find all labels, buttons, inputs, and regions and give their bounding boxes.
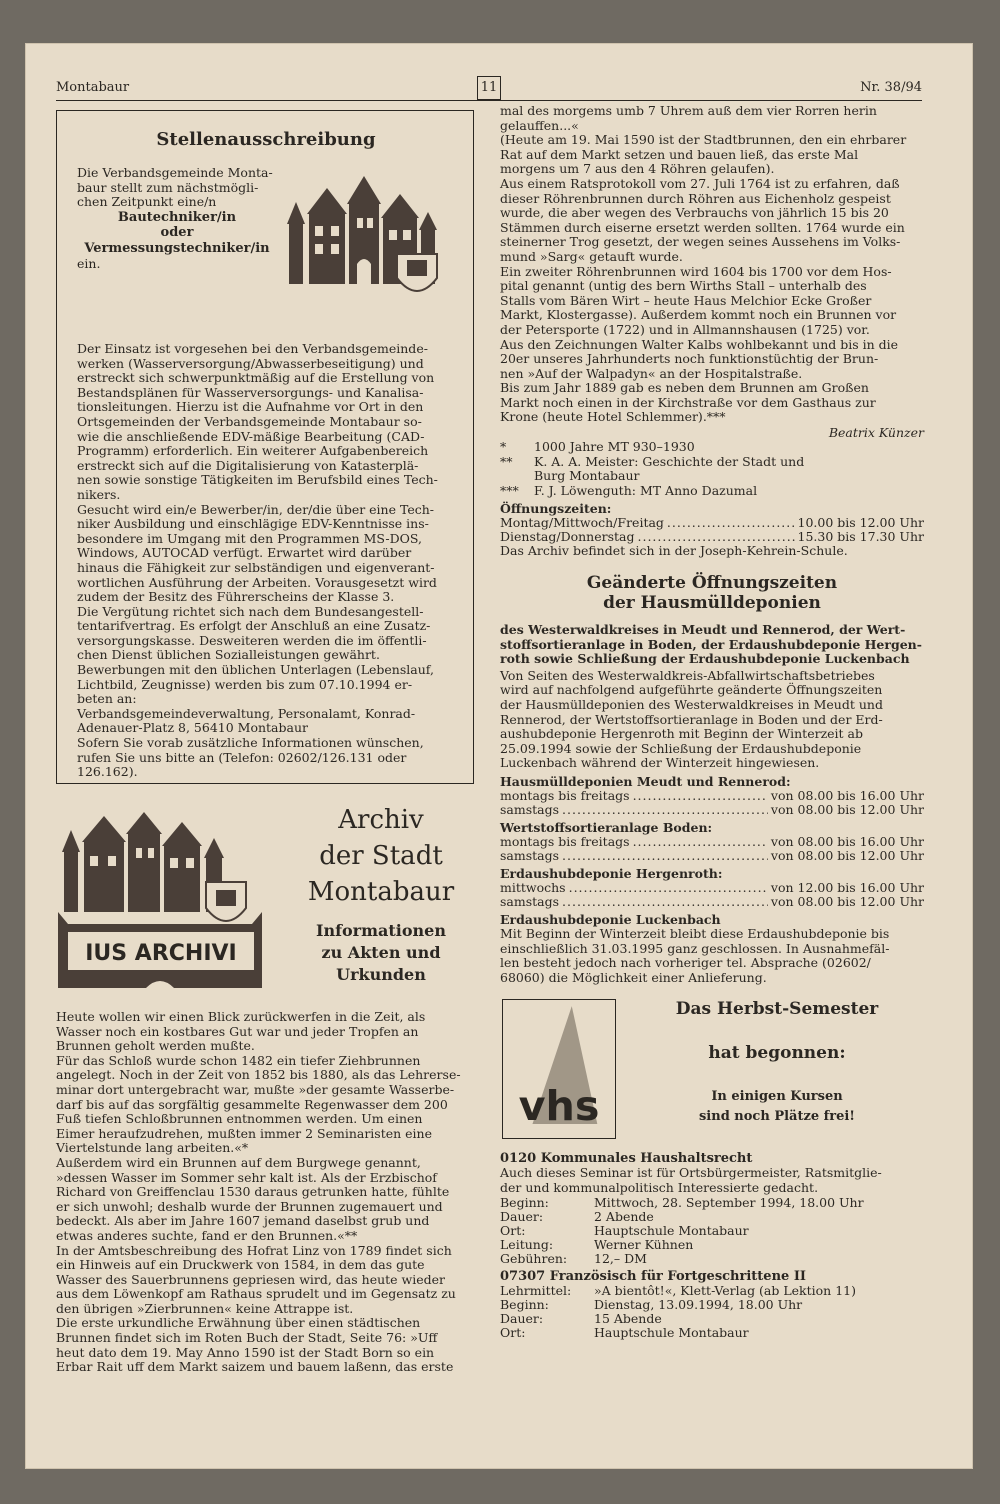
detail-value: 12,– DM: [594, 1251, 647, 1267]
deponie-title: [500, 573, 924, 613]
site-hours-row: [500, 789, 924, 803]
job-ad-intro-text: Die Verbandsgemeinde Monta- baur stellt zum nächstmögli- chen Zeitpunkt eine/n: [77, 165, 273, 210]
job-role-suffix: ein.: [77, 256, 101, 272]
vhs-subtitle: hat begonnen:: [708, 1043, 846, 1064]
site-name: Wertstoffsortieranlage Boden:: [500, 819, 713, 835]
luckenbach-text: Mit Beginn der Winterzeit bleibt diese Erdaushubdeponie bis einschließlich 31.03.1995 ganz geschlossen. In Ausnahmefäl- len besteht jedoch nach vorheriger tel. Absprache (02602/ 68060) die Möglichkeit einer Anlieferung.: [500, 925, 890, 985]
job-ad-title: Stellenausschreibung: [156, 129, 376, 150]
hours-time: von 12.00 bis 16.00 Uhr: [770, 879, 924, 895]
deponie-lead: des Westerwaldkreises in Meudt und Rennerod, der Wert- stoffsortieranlage in Boden, der Erdaushubdeponie Hergen- roth sowie Schließung der Erdaushubdeponie Luckenbach: [500, 622, 922, 667]
archive-title: [288, 802, 474, 910]
site-hours-row: [500, 849, 924, 863]
site-hours-row: [500, 835, 924, 849]
footnote-text: F. J. Löwenguth: MT Anno Dazumal: [534, 482, 758, 498]
left-column: [56, 110, 476, 1375]
detail-row: [500, 1284, 924, 1298]
coat-of-arms-icon: [397, 254, 437, 291]
archive-subtitle-line: Urkunden: [336, 965, 426, 984]
detail-value: Dienstag, 13.09.1994, 18.00 Uhr: [594, 1296, 803, 1312]
header-town: Montabaur: [56, 80, 130, 95]
deponie-title-line: der Hausmülldeponien: [603, 593, 821, 614]
detail-value: Werner Kühnen: [594, 1237, 694, 1253]
castle-illustration: [279, 174, 449, 304]
archive-title-line: Archiv: [338, 805, 424, 835]
deponie-title-line: Geänderte Öffnungszeiten: [586, 573, 838, 594]
hours-time: von 08.00 bis 12.00 Uhr: [770, 847, 924, 863]
footnote: [500, 484, 924, 499]
footnote: [500, 455, 924, 484]
article-author: Beatrix Künzer: [828, 425, 924, 441]
page-header: [56, 76, 922, 101]
hours-time: 15.30 bis 17.30 Uhr: [797, 529, 924, 545]
detail-value: Hauptschule Montabaur: [594, 1325, 749, 1341]
hours-day: Montag/Mittwoch/Freitag: [500, 515, 664, 531]
detail-key: Dauer:: [500, 1208, 544, 1224]
detail-row: [500, 1312, 924, 1326]
vhs-logo: [502, 999, 616, 1139]
detail-row: [500, 1238, 924, 1252]
hours-time: von 08.00 bis 12.00 Uhr: [770, 801, 924, 817]
detail-row: [500, 1326, 924, 1340]
detail-value: Mittwoch, 28. September 1994, 18.00 Uhr: [594, 1194, 864, 1210]
archive-article-part1: Heute wollen wir einen Blick zurückwerfen in die Zeit, als Wasser noch ein kostbares Gut war und jeder Tropfen an Brunnen geholt werden mußte. Für das Schloß wurde schon 1482 ein tiefer Ziehbrunnen angelegt. Noch in der Zeit von 1852 bis 1880, als das Lehrerse- minar dort untergebracht war, mußte »der gesamte Wasserbe- darf bis auf das sorgfältig gesammelte Regenwasser dem 200 Fuß tiefen Schloßbrunnen entnommen werden. Um einen Eimer heraufzudrehen, mußten immer 2 Seminaristen eine Viertelstunde lang arbeiten.«* Außerdem wird ein Brunnen auf dem Burgwege genannt, »dessen Wasser im Sommer sehr kalt ist. Als der Erzbischof Richard von Greiffenclau 1530 daraus getrunken hatte, fühlte er sich unwohl; deshalb wurde der Brunnen zugemauert und bedeckt. Als aber im Jahre 1607 jemand daselbst grub und etwas anderes suchte, fand er den Brunnen.«** In der Amtsbeschreibung des Hofrat Linz von 1789 findet sich ein Hinweis auf ein Druckwerk von 1584, in dem das gute Wasser des Sauerbrunnens gepriesen wird, das heute wieder aus dem Löwenkopf am Rathaus sprudelt und im Gegensatz zu den übrigen »Zierbrunnen« keine Attrappe ist. Die erste urkundliche Erwähnung über einen städtischen Brunnen findet sich im Roten Buch der Stadt, Seite 76: »Uff heut dato dem 19. May Anno 1590 ist der Stadt Born so ein Erbar Rait uff dem Markt saizem und bauem laßenn, das erste: [56, 1009, 461, 1375]
archive-subtitle: [288, 920, 474, 986]
page-number: 11: [477, 76, 501, 100]
site-hours-row: [500, 803, 924, 817]
archive-title-line: Montabaur: [307, 877, 455, 907]
archive-hours-title: Öffnungszeiten:: [500, 501, 612, 517]
issue-number: Nr. 38/94: [860, 80, 922, 95]
hours-day: samstags: [500, 847, 560, 863]
deponie-site: [500, 866, 924, 909]
site-name: Erdaushubdeponie Hergenroth:: [500, 865, 723, 881]
job-ad-box: [56, 110, 474, 784]
footnote-text: 1000 Jahre MT 930–1930: [534, 439, 695, 455]
archive-subtitle-line: zu Akten und: [321, 943, 441, 962]
detail-key: Leitung:: [500, 1237, 554, 1253]
detail-value: 15 Abende: [594, 1310, 662, 1326]
course-details: [500, 1284, 924, 1341]
luckenbach-title: Erdaushubdeponie Luckenbach: [500, 911, 721, 927]
detail-key: Beginn:: [500, 1296, 549, 1312]
footnote: [500, 440, 924, 455]
archive-hours-row: [500, 530, 924, 544]
job-role-2: Vermessungstechniker/in: [84, 240, 270, 256]
footnote-mark: **: [500, 453, 513, 469]
hours-day: montags bis freitags: [500, 833, 630, 849]
hours-day: montags bis freitags: [500, 787, 630, 803]
detail-key: Gebühren:: [500, 1251, 568, 1267]
archive-title-line: der Stadt: [319, 841, 443, 871]
hours-time: 10.00 bis 12.00 Uhr: [797, 515, 924, 531]
site-hours-row: [500, 881, 924, 895]
vhs-note-line: sind noch Plätze frei!: [698, 1109, 856, 1125]
footnote-text: K. A. A. Meister: Geschichte der Stadt und Burg Montabaur: [534, 453, 805, 484]
detail-row: [500, 1224, 924, 1238]
detail-key: Dauer:: [500, 1310, 544, 1326]
vhs-note-line: In einigen Kursen: [711, 1089, 843, 1105]
hours-day: samstags: [500, 801, 560, 817]
hours-time: von 08.00 bis 12.00 Uhr: [770, 893, 924, 909]
vhs-logo-text: vhs: [518, 1082, 600, 1131]
detail-value: 2 Abende: [594, 1208, 654, 1224]
archive-logo-text: IUS ARCHIVI: [85, 941, 237, 966]
archive-hours-row: [500, 516, 924, 530]
job-role-1: Bautechniker/in: [117, 209, 237, 225]
job-role-or: oder: [160, 225, 194, 241]
deponie-site: [500, 774, 924, 817]
detail-key: Ort:: [500, 1325, 526, 1341]
archive-article-part2: mal des morgems umb 7 Uhrem auß dem vier Rorren herin gelauffen...« (Heute am 19. Mai 1590 ist der Stadtbrunnen, den ein ehrbarer Rat auf dem Markt setzen und bauen ließ, das erste Mal morgens um 7 aus den 4 Röhren gelaufen). Aus einem Ratsprotokoll vom 27. Juli 1764 ist zu erfahren, daß dieser Röhrenbrunnen durch Röhren aus Eichenholz gespeist wurde, die aber wegen des Verbrauchs von jährlich 15 bis 20 Stämmen durch eiserne ersetzt werden sollten. 1764 wurde ein steinerner Trog gesetzt, der wegen seines Aussehens im Volks- mund »Sarg« getauft wurde. Ein zweiter Röhrenbrunnen wird 1604 bis 1700 vor dem Hos- pital genannt (untig des bern Wirths Stall – unterhalb des Stalls vom Bären Wirt – heute Haus Melchior Ecke Großer Markt, Klostergasse). Außerdem kommt noch ein Brunnen vor der Petersporte (1722) und in Allmannshausen (1725) vor. Aus den Zeichnungen Walter Kalbs wohlbekannt und bis in die 20er unseres Jahrhunderts noch funktionstüchtig der Brun- nen »Auf der Walpadyn« an der Hospitalstraße. Bis zum Jahr 1889 gab es neben dem Brunnen am Großen Markt noch einen in der Kirchstraße vor dem Gasthaus zur Krone (heute Hotel Schlemmer).***: [500, 103, 907, 425]
vhs-ad: [500, 999, 924, 1149]
detail-row: [500, 1252, 924, 1266]
site-name: Hausmülldeponien Meudt und Rennerod:: [500, 773, 791, 789]
vhs-note: [630, 1087, 924, 1127]
hours-time: von 08.00 bis 16.00 Uhr: [770, 787, 924, 803]
detail-row: [500, 1210, 924, 1224]
detail-row: [500, 1196, 924, 1210]
job-ad-body: Der Einsatz ist vorgesehen bei den Verbandsgemeinde- werken (Wasserversorgung/Abwasserbeseitigung) und erstreckt sich schwerpunktmäßig auf die Erstellung von Bestandsplänen für Wasserversorgungs- und Kanalisa- tionsleitungen. Hierzu ist die Aufnahme vor Ort in den Ortsgemeinden der Verbandsgemeinde Montabaur so- wie die anschließende EDV-mäßige Bearbeitung (CAD- Programm) erforderlich. Ein weiterer Aufgabenbereich erstreckt sich auf die Digitalisierung von Katasterplä- nen sowie sonstige Tätigkeiten im Berufsbild eines Tech- nikers. Gesucht wird ein/e Bewerber/in, der/die über eine Tech- niker Ausbildung und einschlägige EDV-Kenntnisse ins- besondere im Umgang mit den Programmen MS-DOS, Windows, AUTOCAD verfügt. Erwartet wird darüber hinaus die Fähigkeit zur selbständigen und eigenverant- wortlichen Ausführung der Arbeiten. Vorausgesetzt wird zudem der Besitz des Führerscheins der Klasse 3. Die Vergütung richtet sich nach dem Bundesangestell- tentarifvertrag. Es erfolgt der Anschluß an eine Zusatz- versorgungskasse. Desweiteren werden die im öffentli- chen Dienst üblichen Sozialleistungen gewährt. Bewerbungen mit den üblichen Unterlagen (Lebenslauf, Lichtbild, Zeugnisse) werden bis zum 07.10.1994 er- beten an: Verbandsgemeindeverwaltung, Personalamt, Konrad- Adenauer-Platz 8, 56410 Montabaur Sofern Sie vorab zusätzliche Informationen wünschen, rufen Sie uns bitte an (Telefon: 02602/126.131 oder 126.162).: [77, 341, 438, 780]
course-title: 07307 Französisch für Fortgeschrittene II: [500, 1268, 806, 1284]
detail-key: Lehrmittel:: [500, 1282, 572, 1298]
hours-day: mittwochs: [500, 879, 566, 895]
archive-subtitle-line: Informationen: [316, 921, 446, 940]
detail-value: Hauptschule Montabaur: [594, 1222, 749, 1238]
detail-value: »A bientôt!«, Klett-Verlag (ab Lektion 11): [594, 1282, 856, 1298]
course-details: [500, 1196, 924, 1267]
site-hours-row: [500, 895, 924, 909]
deponie-body: Von Seiten des Westerwaldkreis-Abfallwirtschaftsbetriebes wird auf nachfolgend aufgeführte geänderte Öffnungszeiten der Hausmülldeponien des Westerwaldkreises in Meudt und Rennerod, der Wertstoffsortieranlage in Boden und der Erd- aushubdeponie Hergenroth mit Beginn der Winterzeit ab 25.09.1994 sowie der Schließung der Erdaushubdeponie Luckenbach während der Winterzeit hingewiesen.: [500, 667, 883, 771]
hours-day: Dienstag/Donnerstag: [500, 529, 635, 545]
archive-logo: [56, 812, 268, 992]
job-ad-intro: [77, 166, 455, 316]
archive-location: Das Archiv befindet sich in der Joseph-Kehrein-Schule.: [500, 543, 848, 559]
hours-time: von 08.00 bis 16.00 Uhr: [770, 833, 924, 849]
deponie-site: [500, 820, 924, 863]
archive-heading: [56, 802, 476, 1002]
detail-row: [500, 1298, 924, 1312]
detail-key: Beginn:: [500, 1194, 549, 1210]
course-title: 0120 Kommunales Haushaltsrecht: [500, 1151, 753, 1167]
right-column: [500, 104, 924, 1340]
footnote-mark: *: [500, 439, 507, 455]
footnote-mark: ***: [500, 482, 519, 498]
vhs-title: Das Herbst-Semester: [675, 999, 879, 1020]
course-description: Auch dieses Seminar ist für Ortsbürgermeister, Ratsmitglie- der und kommunalpolitisch Interessierte gedacht.: [500, 1165, 882, 1195]
footnotes: [500, 440, 924, 498]
hours-day: samstags: [500, 893, 560, 909]
detail-key: Ort:: [500, 1222, 526, 1238]
